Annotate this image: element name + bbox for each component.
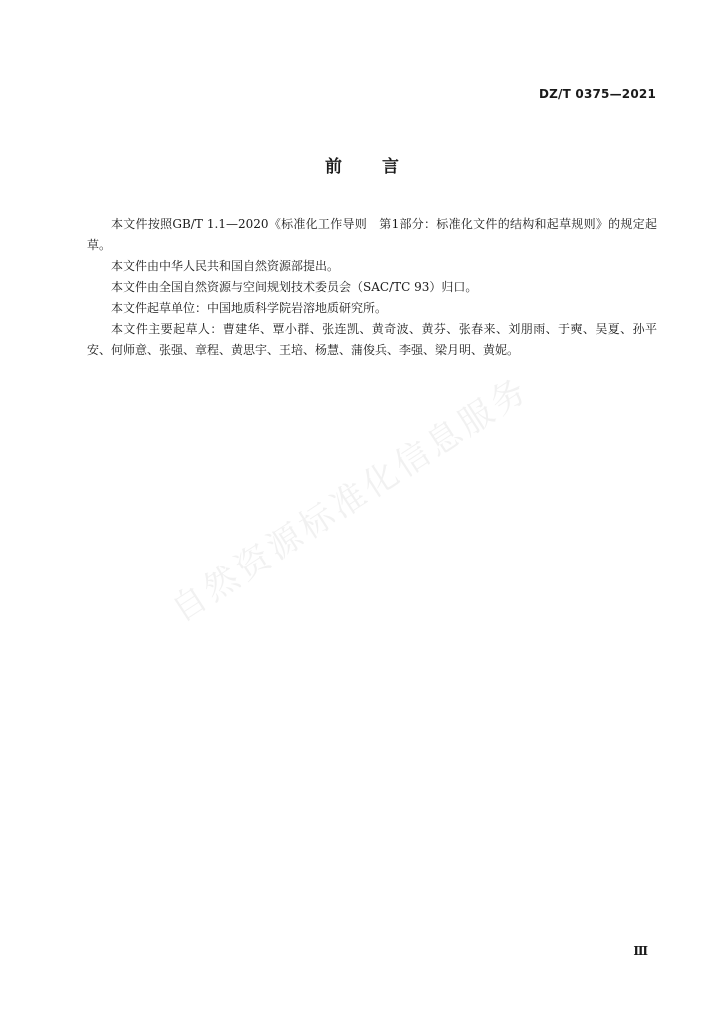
standard-code: DZ/T 0375—2021	[538, 87, 656, 101]
foreword-body	[87, 214, 657, 361]
page-number: Ⅲ	[633, 944, 648, 958]
watermark: 自然资源标准化信息服务	[164, 369, 537, 631]
title-char-1: 前	[325, 157, 342, 177]
paragraph-proposer: 本文件由中华人民共和国自然资源部提出。	[111, 259, 340, 273]
paragraph-drafting-rules: 本文件按照GB/T 1.1—2020《标准化工作导则 第1部分：标准化文件的结构和起草规则》的规定起草。	[87, 217, 657, 252]
paragraph-drafting-unit: 本文件起草单位：中国地质科学院岩溶地质研究所。	[111, 301, 388, 315]
page-title	[0, 152, 724, 177]
paragraph-technical-committee: 本文件由全国自然资源与空间规划技术委员会（SAC/TC 93）归口。	[111, 280, 478, 294]
title-char-2: 言	[382, 157, 399, 177]
paragraph-drafters: 本文件主要起草人：曹建华、覃小群、张连凯、黄奇波、黄芬、张春来、刘朋雨、于奭、吴夏、孙平安、何师意、张强、章程、黄思宇、王培、杨慧、蒲俊兵、李强、梁月明、黄妮。	[87, 322, 657, 357]
